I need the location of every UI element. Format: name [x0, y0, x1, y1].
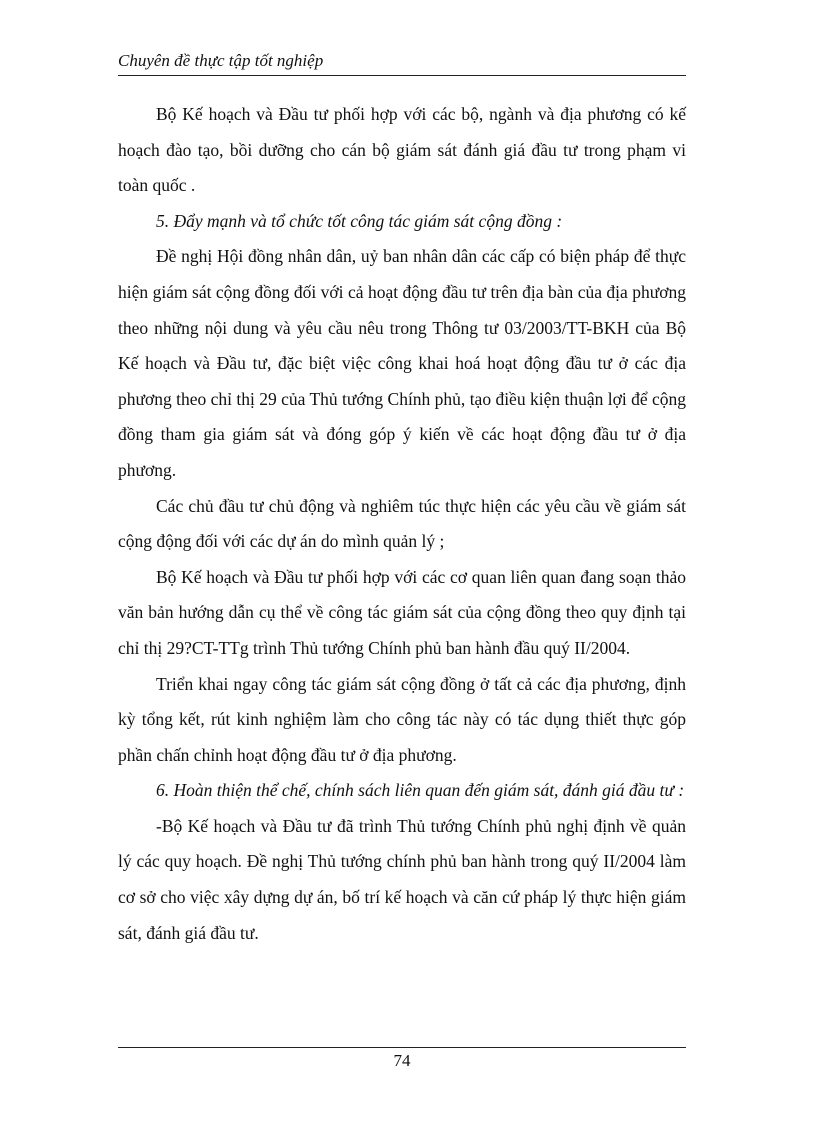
- document-body: [118, 97, 686, 951]
- footer-divider: [118, 1047, 686, 1048]
- page-number: 74: [393, 1051, 411, 1070]
- paragraph-training-plan: Bộ Kế hoạch và Đầu tư phối hợp với các bộ, ngành và địa phương có kế hoạch đào tạo, bồi dưỡng cho cán bộ giám sát đánh giá đầu tư trong phạm vi toàn quốc .: [118, 104, 686, 196]
- page-header-title: Chuyên đề thực tập tốt nghiệp: [118, 51, 324, 70]
- section-heading-5: 5. Đẩy mạnh và tổ chức tốt công tác giám sát cộng đồng :: [156, 210, 563, 231]
- paragraph-planning-decree: -Bộ Kế hoạch và Đầu tư đã trình Thủ tướng Chính phủ nghị định về quản lý các quy hoạch. Đề nghị Thủ tướng chính phủ ban hành trong quý II/2004 làm cơ sở cho việc xây dựng dự án, bố trí kế hoạch và căn cứ pháp lý thực hiện giám sát, đánh giá đầu tư.: [118, 815, 686, 943]
- section-heading-6: 6. Hoàn thiện thể chế, chính sách liên quan đến giám sát, đánh giá đầu tư :: [156, 780, 685, 801]
- paragraph-implementation: Triển khai ngay công tác giám sát cộng đồng ở tất cả các địa phương, định kỳ tổng kết, rút kinh nghiệm làm cho công tác này có tác dụng thiết thực góp phần chấn chỉnh hoạt động đầu tư ở địa phương.: [118, 673, 686, 765]
- paragraph-guidance-drafting: Bộ Kế hoạch và Đầu tư phối hợp với các cơ quan liên quan đang soạn thảo văn bản hướng dẫn cụ thể về công tác giám sát của cộng đồng theo quy định tại chỉ thị 29?CT-TTg trình Thủ tướng Chính phủ ban hành đầu quý II/2004.: [118, 566, 686, 658]
- paragraph-community-proposal: Đề nghị Hội đồng nhân dân, uỷ ban nhân dân các cấp có biện pháp để thực hiện giám sát cộng đồng đối với cả hoạt động đầu tư trên địa bàn của địa phương theo những nội dung và yêu cầu nêu trong Thông tư 03/2003/TT-BKH của Bộ Kế hoạch và Đầu tư, đặc biệt việc công khai hoá hoạt động đầu tư ở các địa phương theo chỉ thị 29 của Thủ tướng Chính phủ, tạo điều kiện thuận lợi để cộng đồng tham gia giám sát và đóng góp ý kiến về các hoạt động đầu tư ở địa phương.: [118, 246, 686, 480]
- paragraph-investors: Các chủ đầu tư chủ động và nghiêm túc thực hiện các yêu cầu về giám sát cộng động đối với các dự án do mình quản lý ;: [118, 495, 686, 552]
- header-divider: [118, 75, 686, 76]
